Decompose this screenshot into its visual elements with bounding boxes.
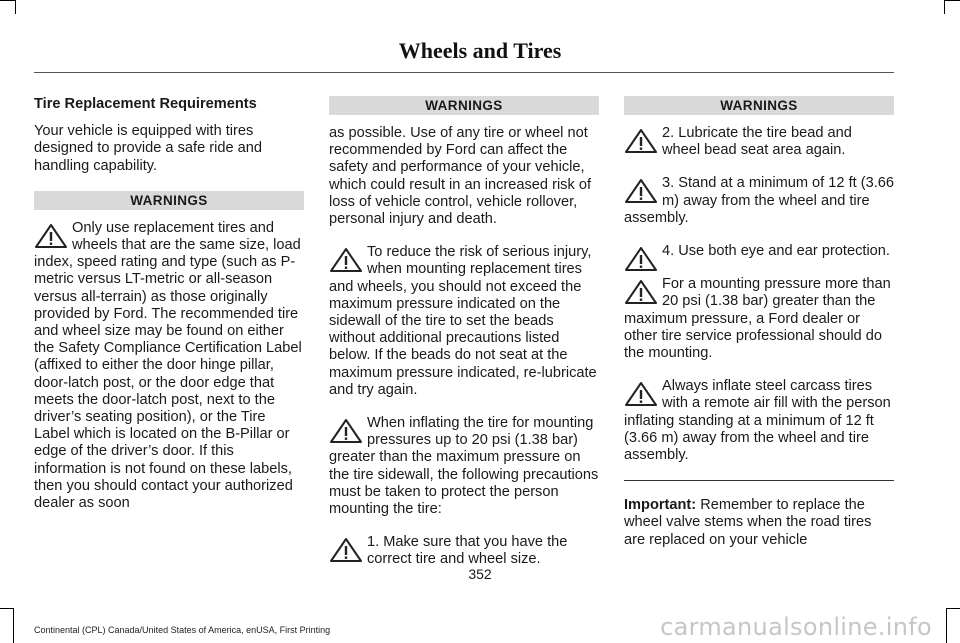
warnings-header: WARNINGS (329, 96, 599, 115)
warning-triangle-icon (624, 128, 658, 154)
warning-text: 2. Lubricate the tire bead and wheel bead seat area again. (662, 125, 852, 159)
important-label: Important: (624, 497, 697, 514)
warning-item (624, 243, 894, 260)
warning-triangle-icon (624, 381, 658, 407)
intro-paragraph: Your vehicle is equipped with tires designed to provide a safe ride and handling capability. (34, 123, 262, 174)
warning-triangle-icon (624, 178, 658, 204)
edition-note: Continental (CPL) Canada/United States of America, enUSA, First Printing (34, 625, 331, 635)
warning-triangle-icon (34, 223, 68, 249)
header-divider (34, 72, 894, 73)
crop-mark (946, 609, 947, 643)
warning-item (624, 276, 894, 362)
warning-item (329, 244, 599, 399)
crop-mark (946, 608, 960, 609)
warning-item (329, 534, 599, 568)
warning-item (34, 220, 304, 512)
crop-mark (944, 0, 945, 14)
page-title: Wheels and Tires (398, 38, 562, 63)
important-note (624, 497, 894, 549)
crop-mark (13, 609, 14, 643)
warning-triangle-icon (329, 537, 363, 563)
warning-triangle-icon (624, 246, 658, 272)
warning-continuation: as possible. Use of any tire or wheel not recommended by Ford can affect the safety and performance of your vehicle, which could result in an increased risk of loss of vehicle control, vehicle rollover, personal injury and death. (329, 125, 592, 228)
warning-triangle-icon (329, 247, 363, 273)
crop-mark (15, 0, 16, 14)
warning-text: When inflating the tire for mounting pressures up to 20 psi (1.38 bar) greater than the maximum pressure on the tire sidewall, the following precautions must be taken to protect the person mounting the tire: (329, 415, 599, 518)
column-3 (624, 96, 894, 549)
crop-mark (0, 608, 14, 609)
watermark: carmanualsonline.info (660, 613, 932, 641)
section-heading: Tire Replacement Requirements (34, 96, 257, 112)
warning-text: Always inflate steel carcass tires with a remote air fill with the person inflating standing at a minimum of 12 ft (3.66 m) away from the wheel and tire assembly. (624, 378, 891, 464)
column-1 (34, 96, 304, 528)
warning-triangle-icon (329, 418, 363, 444)
warning-item (624, 378, 894, 464)
important-text: Remember to replace the wheel valve stems when the road tires are replaced on your vehicle (624, 497, 872, 548)
warning-text: To reduce the risk of serious injury, when mounting replacement tires and wheels, you should not exceed the maximum pressure indicated on the sidewall of the tire to set the beads without additional precautions listed below. If the beads do not seat at the maximum pressure indicated, re-lubricate and try again. (329, 244, 597, 398)
crop-mark (0, 0, 16, 1)
warning-text: 1. Make sure that you have the correct tire and wheel size. (367, 534, 568, 568)
warning-triangle-icon (624, 279, 658, 305)
column-2 (329, 96, 599, 585)
warning-text: Only use replacement tires and wheels that are the same size, load index, speed rating and type (such as P-metric versus LT-metric or all-season versus all-terrain) as those originally provided by Ford. The recommended tire and wheel size may be found on either the Safety Compliance Certification Label (affixed to either the door hinge pillar, door-latch post, or the door edge that meets the door-latch post, next to the driver’s seating position), or the Tire Label which is located on the B-Pillar or edge of the driver’s door. If this information is not found on these labels, then you should contact your authorized dealer as soon (34, 219, 302, 512)
warning-text: 3. Stand at a minimum of 12 ft (3.66 m) away from the wheel and tire assembly. (624, 175, 894, 226)
warning-text: For a mounting pressure more than 20 psi (1.38 bar) greater than the maximum pressure, a Ford dealer or other tire service professional should do the mounting. (624, 276, 891, 362)
warning-item (624, 125, 894, 159)
warning-text: 4. Use both eye and ear protection. (662, 243, 890, 260)
warning-item (329, 415, 599, 518)
warnings-header: WARNINGS (34, 191, 304, 210)
page-number: 352 (468, 566, 492, 582)
warning-item (624, 175, 894, 227)
warnings-header: WARNINGS (624, 96, 894, 115)
crop-mark (944, 0, 960, 1)
section-divider (624, 480, 894, 481)
